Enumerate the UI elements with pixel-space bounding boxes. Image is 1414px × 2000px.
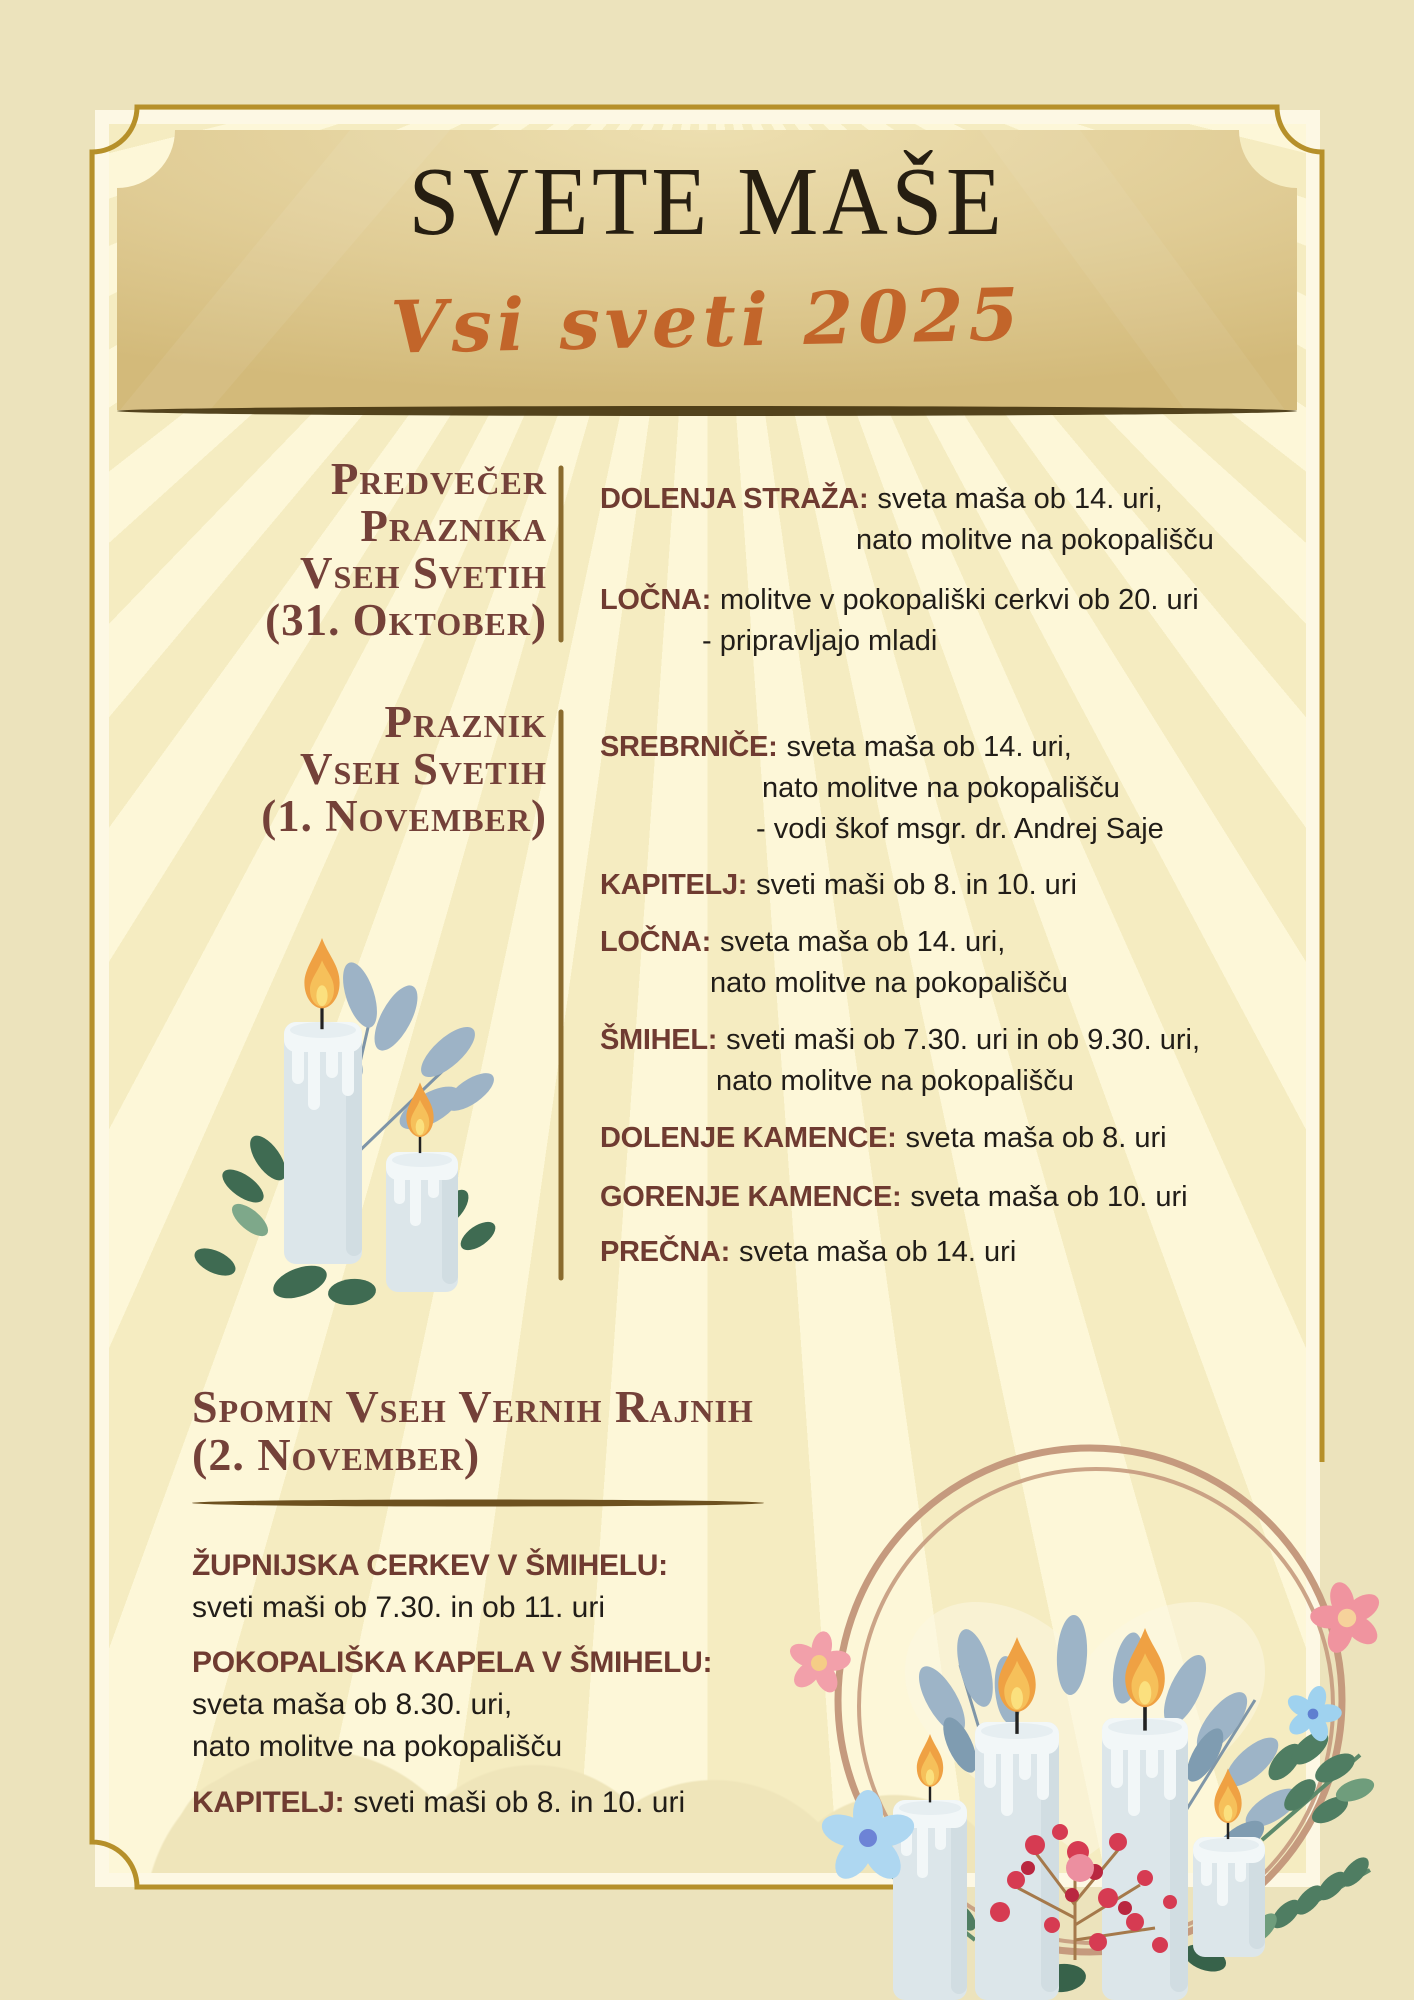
heading-line: Predvečer [330, 454, 547, 504]
page-title: SVETE MAŠE [408, 148, 1006, 256]
schedule-item [600, 1232, 1390, 1273]
location-label: SREBRNIČE: [600, 731, 778, 763]
schedule-text: sveta maša ob 14. uri, [786, 731, 1072, 763]
schedule-extra-line: nato molitve na pokopališču [716, 1065, 1074, 1097]
location-label: PREČNA: [600, 1236, 731, 1268]
location-label: POKOPALIŠKA KAPELA V ŠMIHELU: [192, 1646, 713, 1679]
schedule-text: sveta maša ob 14. uri, [719, 926, 1006, 958]
location-label: LOČNA: [600, 584, 711, 616]
location-label: DOLENJA STRAŽA: [600, 483, 869, 515]
schedule-text: sveta maša ob 14. uri [739, 1236, 1017, 1268]
section-heading-feast [95, 699, 547, 840]
heading-line: Spomin Vseh Vernih Rajnih [192, 1381, 754, 1432]
schedule-item [600, 1177, 1390, 1218]
schedule-item [192, 1545, 852, 1629]
schedule-extra-line: nato molitve na pokopališču [710, 967, 1068, 999]
section-heading-memorial [192, 1383, 952, 1479]
schedule-extra-line: - pripravljajo mladi [702, 625, 938, 657]
heading-line: Praznik [384, 697, 547, 747]
schedule-item [192, 1642, 852, 1768]
schedule-item [600, 922, 1390, 1004]
schedule-extra-line: nato molitve na pokopališču [856, 524, 1214, 556]
heading-line: (1. November) [261, 791, 547, 841]
heading-line: (31. Oktober) [265, 595, 547, 645]
schedule-extra-line: nato molitve na pokopališču [762, 772, 1120, 804]
schedule-text: sveti maši ob 8. in 10. uri [756, 869, 1077, 901]
schedule-extra-line: - vodi škof msgr. dr. Andrej Saje [756, 813, 1164, 845]
location-label: GORENJE KAMENCE: [600, 1181, 902, 1213]
schedule-text: sveta maša ob 14. uri, [877, 483, 1163, 515]
location-label: ŽUPNIJSKA CERKEV V ŠMIHELU: [192, 1549, 668, 1582]
schedule-item [600, 1020, 1390, 1102]
schedule-item [600, 865, 1390, 906]
schedule-item [600, 580, 1390, 662]
schedule-extra-line: sveta maša ob 8.30. uri, [192, 1688, 513, 1721]
schedule-item [600, 479, 1390, 561]
page-subtitle: Vsi sveti 2025 [389, 271, 1025, 370]
location-label: ŠMIHEL: [600, 1024, 718, 1056]
schedule-extra-line: sveti maši ob 7.30. in ob 11. uri [192, 1591, 605, 1624]
schedule-item [192, 1782, 852, 1824]
schedule-text: sveti maši ob 7.30. uri in ob 9.30. uri, [726, 1024, 1201, 1056]
location-label: KAPITELJ: [600, 869, 748, 901]
heading-line: (2. November) [192, 1429, 481, 1480]
schedule-text: molitve v pokopališki cerkvi ob 20. uri [719, 584, 1199, 616]
section-heading-eve [95, 456, 547, 644]
schedule-item [600, 727, 1390, 850]
location-label: DOLENJE KAMENCE: [600, 1122, 897, 1154]
schedule-extra-line: nato molitve na pokopališču [192, 1730, 563, 1763]
location-label: LOČNA: [600, 926, 711, 958]
heading-line: Vseh Svetih [300, 744, 547, 794]
schedule-text: sveta maša ob 8. uri [905, 1122, 1167, 1154]
schedule-text: sveti maši ob 8. in 10. uri [353, 1786, 686, 1819]
schedule-item [600, 1118, 1390, 1159]
location-label: KAPITELJ: [192, 1786, 345, 1819]
schedule-text: sveta maša ob 10. uri [910, 1181, 1188, 1213]
heading-line: Praznika [360, 501, 547, 551]
heading-line: Vseh Svetih [300, 548, 547, 598]
